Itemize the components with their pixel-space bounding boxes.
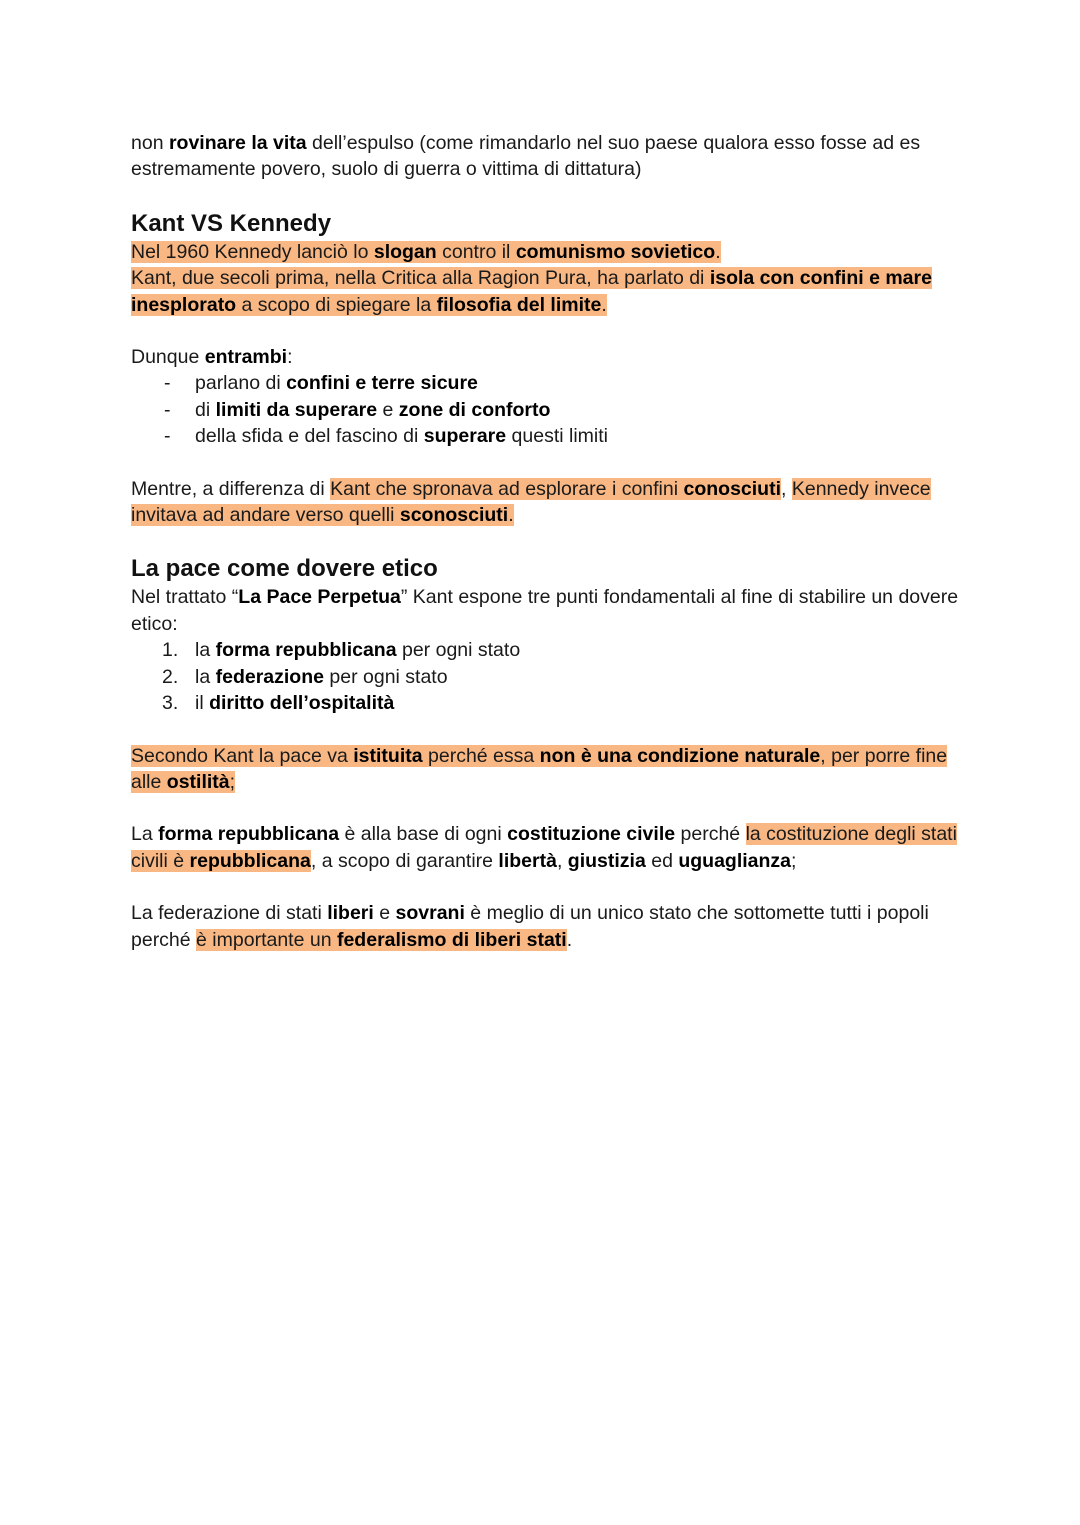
mentre-paragraph: Mentre, a differenza di Kant che spronava ad esplorare i confini conosciuti, Kennedy invece invitava ad andare verso quelli sconosciuti. [131, 477, 931, 527]
list-item: 3. il diritto dell’ospitalità [162, 692, 395, 715]
document-body [131, 130, 961, 953]
list-item: - di limiti da superare e zone di conforto [164, 398, 551, 421]
intro-paragraph: non rovinare la vita dell’espulso (come rimandarlo nel suo paese qualora esso fosse ad es estremamente povero, suolo di guerra o vittima di dittatura) [131, 132, 921, 181]
secondo-kant-paragraph: Secondo Kant la pace va istituita perché essa non è una condizione naturale, per porre fine alle ostilità; [131, 744, 948, 793]
section-title-pace: La pace come dovere etico [131, 555, 438, 583]
list-item: - della sfida e del fascino di superare questi limiti [164, 425, 608, 448]
pace-perpetua-paragraph: Nel trattato “La Pace Perpetua” Kant espone tre punti fondamentali al fine di stabilire un dovere etico: [131, 586, 959, 635]
comparison-list [131, 370, 961, 449]
dunque-paragraph: Dunque entrambi: [131, 346, 293, 369]
federazione-paragraph: La federazione di stati liberi e sovrani è meglio di un unico stato che sottomette tutti i popoli perché è importante un federalismo di liberi stati. [131, 902, 929, 951]
list-item: 2. la federazione per ogni stato [162, 665, 448, 688]
forma-repubblicana-paragraph: La forma repubblicana è alla base di ogni costituzione civile perché la costituzione degli stati civili è repubblicana, a scopo di garantire libertà, giustizia ed uguaglianza; [131, 823, 957, 872]
kennedy-slogan-paragraph: Nel 1960 Kennedy lanciò lo slogan contro il comunismo sovietico. Kant, due secoli prima, nella Critica alla Ragion Pura, ha parlato di isola con confini e mare inesplorato a scopo di spiegare la filosofia del limite. [131, 240, 932, 316]
list-item: 1. la forma repubblicana per ogni stato [162, 639, 521, 662]
section-title-kant-vs-kennedy: Kant VS Kennedy [131, 209, 332, 237]
list-item: - parlano di confini e terre sicure [164, 372, 478, 395]
points-list [131, 637, 961, 716]
